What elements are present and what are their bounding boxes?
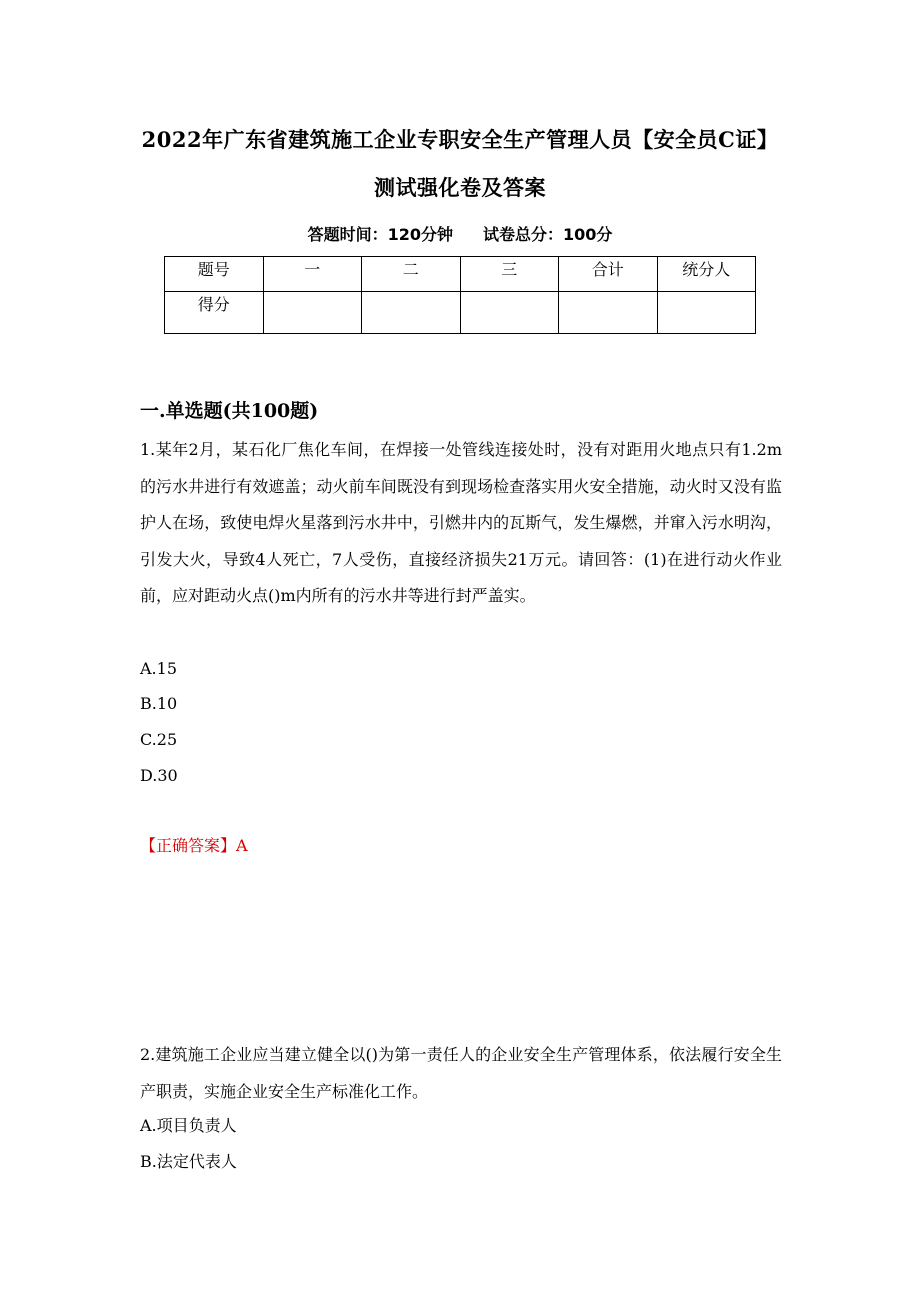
score-header-cell: 三 [460, 257, 559, 292]
section-title: 一.单选题(共100题) [140, 400, 319, 422]
score-header-cell: 统分人 [657, 257, 756, 292]
score-header-cell: 题号 [165, 257, 264, 292]
score-header-cell: 二 [362, 257, 461, 292]
score-header-cell: 一 [263, 257, 362, 292]
question-2-option-b: B.法定代表人 [140, 1152, 237, 1171]
exam-info [0, 222, 920, 245]
score-table [164, 256, 756, 334]
score-cell [460, 292, 559, 334]
score-row-label: 得分 [165, 292, 264, 334]
score-cell [263, 292, 362, 334]
question-2-option-a: A.项目负责人 [140, 1116, 237, 1135]
score-cell [657, 292, 756, 334]
score-header-cell: 合计 [559, 257, 658, 292]
document-title-line-2: 测试强化卷及答案 [374, 175, 546, 200]
document-title-line-1: 2022年广东省建筑施工企业专职安全生产管理人员【安全员C证】 [141, 127, 779, 152]
score-cell [362, 292, 461, 334]
score-table-score-row [165, 292, 756, 334]
question-1-option-b: B.10 [140, 694, 178, 713]
score-table-header-row [165, 257, 756, 292]
score-cell [559, 292, 658, 334]
question-1-text: 1.某年2月，某石化厂焦化车间，在焊接一处管线连接处时，没有对距用火地点只有1.2m的污水井进行有效遮盖；动火前车间既没有到现场检查落实用火安全措施，动火时又没有监护人在场，致使电焊火星落到污水井中，引燃井内的瓦斯气，发生爆燃，并窜入污水明沟，引发大火，导致4人死亡，7人受伤，直接经济损失21万元。请回答：(1)在进行动火作业前，应对距动火点()m内所有的污水井等进行封严盖实。 [140, 440, 782, 605]
question-1-option-a: A.15 [140, 659, 177, 678]
total-score: 试卷总分：100分 [483, 225, 613, 244]
question-1-answer: 【正确答案】A [140, 836, 248, 855]
question-1-option-c: C.25 [140, 730, 178, 749]
exam-time: 答题时间：120分钟 [307, 225, 453, 244]
question-1-option-d: D.30 [140, 766, 178, 785]
question-2-text: 2.建筑施工企业应当建立健全以()为第一责任人的企业安全生产管理体系，依法履行安全生产职责，实施企业安全生产标准化工作。 [140, 1045, 782, 1101]
